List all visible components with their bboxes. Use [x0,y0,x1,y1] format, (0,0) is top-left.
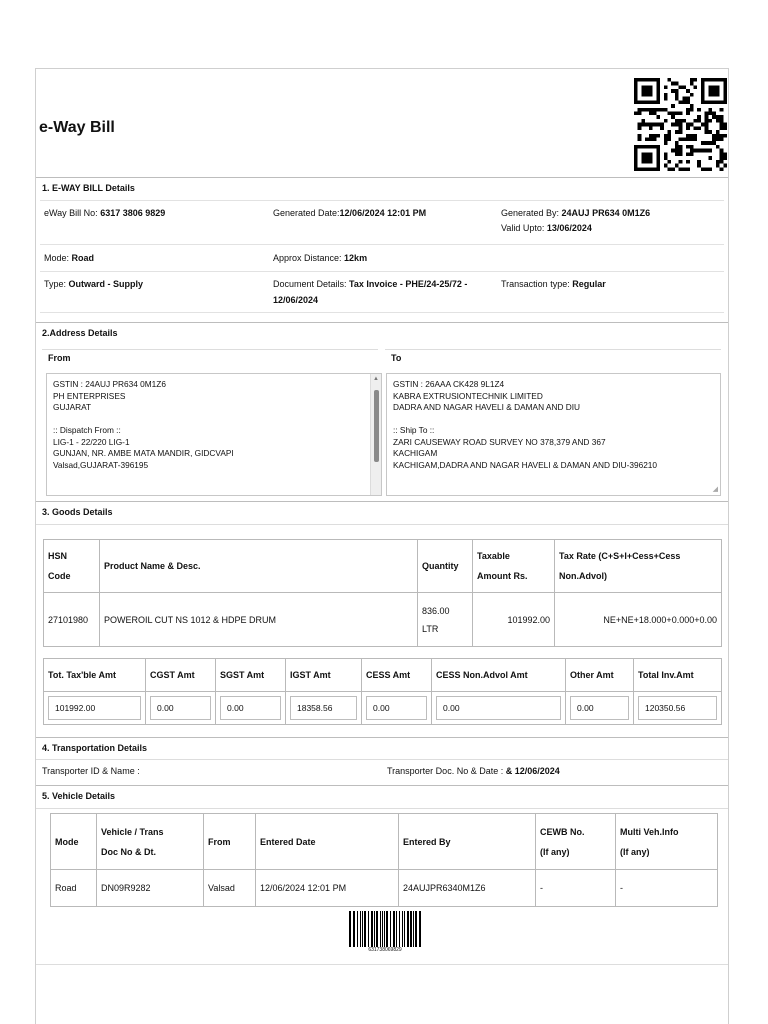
goods-table-header [44,540,722,593]
address-line: GUNJAN, NR. AMBE MATA MANDIR, GIDCVAPI [53,448,234,458]
eway-bill-details-section [36,177,728,323]
transaction-type: Transaction type: Regular [501,279,606,289]
details-row [40,244,724,271]
scroll-up-icon[interactable]: ▲ [373,376,379,382]
col-from: From [204,814,256,870]
valid-upto: Valid Upto: 13/06/2024 [501,223,592,233]
section-heading: 3. Goods Details [42,507,113,517]
tot-taxable-field: 101992.00 [48,696,141,720]
cell-hsn: 27101980 [44,593,100,647]
details-row [40,200,724,244]
divider [36,964,728,965]
col-tax-rate: Tax Rate (C+S+I+Cess+Cess Non.Advol) [555,540,722,593]
col-entered-date: Entered Date [256,814,399,870]
col-sgst: SGST Amt [216,659,286,692]
col-igst: IGST Amt [286,659,362,692]
cell-quantity: 836.00 LTR [418,593,473,647]
cell-entered-date: 12/06/2024 12:01 PM [256,870,399,907]
address-line: KACHIGAM [393,448,438,458]
table-row [51,870,718,907]
document-date: 12/06/2024 [273,295,319,305]
cell-product: POWEROIL CUT NS 1012 & HDPE DRUM [100,593,418,647]
col-total-inv: Total Inv.Amt [634,659,722,692]
cell-cewb: - [536,870,616,907]
cgst-field: 0.00 [150,696,211,720]
eway-bill-number: eWay Bill No: 6317 3806 9829 [44,208,166,218]
cell-entered-by: 24AUJPR6340M1Z6 [399,870,536,907]
totals-table [43,658,722,725]
address-line [53,414,234,426]
generated-by: Generated By: 24AUJ PR634 0M1Z6 [501,208,651,218]
cell-mode: Road [51,870,97,907]
to-address-textarea[interactable] [386,373,721,496]
col-multi-veh: Multi Veh.Info (If any) [616,814,718,870]
address-line: GSTIN : 24AUJ PR634 0M1Z6 [53,379,166,389]
address-line: ZARI CAUSEWAY ROAD SURVEY NO 378,379 AND 367 [393,436,606,447]
transporter-doc: Transporter Doc. No & Date : & 12/06/2024 [387,766,560,776]
to-divider [385,349,721,350]
address-line: KABRA EXTRUSIONTECHNIK LIMITED [393,390,543,401]
col-other: Other Amt [566,659,634,692]
cell-vehicle: DN09R9282 [97,870,204,907]
igst-field: 18358.56 [290,696,357,720]
cell-multi-veh: - [616,870,718,907]
col-cgst: CGST Amt [146,659,216,692]
eway-bill-document [35,68,729,1024]
col-cess-nonadvol: CESS Non.Advol Amt [432,659,566,692]
from-address-textarea[interactable] [46,373,382,496]
transporter-id-name: Transporter ID & Name : [42,766,140,776]
page-title: e-Way Bill [39,119,115,136]
cell-taxable: 101992.00 [473,593,555,647]
generated-date: Generated Date:12/06/2024 12:01 PM [273,208,427,218]
address-line: GSTIN : 26AAA CK428 9L1Z4 [393,379,505,389]
type: Type: Outward - Supply [44,279,144,289]
cess-field: 0.00 [366,696,427,720]
cell-from: Valsad [204,870,256,907]
col-taxable: Taxable Amount Rs. [473,540,555,593]
divider [36,759,728,760]
divider [36,524,728,525]
approx-distance: Approx Distance: 12km [273,253,368,263]
address-line: DADRA AND NAGAR HAVELI & DAMAN AND DIU [393,402,581,412]
barcode-icon [349,911,421,947]
scrollbar-thumb[interactable] [374,390,379,462]
from-address-text [53,379,234,471]
address-details-section [36,322,728,502]
table-row [44,593,722,647]
col-entered-by: Entered By [399,814,536,870]
resize-handle-icon[interactable]: ◢ [712,486,718,493]
section-heading: 4. Transportation Details [42,743,148,753]
barcode-number: 631738069829 [368,947,402,953]
col-quantity: Quantity [418,540,473,593]
section-heading: 1. E-WAY BILL Details [42,183,135,193]
address-line: KACHIGAM,DADRA AND NAGAR HAVELI & DAMAN AND DIU-396210 [393,459,658,470]
goods-details-section [36,501,728,739]
transportation-details-section [36,737,728,785]
vehicle-table [50,813,718,907]
mode: Mode: Road [44,253,95,263]
other-field: 0.00 [570,696,629,720]
address-line: :: Ship To :: [393,425,435,435]
address-line [393,414,657,426]
goods-table [43,539,722,647]
col-mode: Mode [51,814,97,870]
from-scrollbar[interactable] [370,374,381,495]
details-row [40,271,724,313]
address-line: :: Dispatch From :: [53,425,121,435]
total-inv-field: 120350.56 [638,696,717,720]
col-hsn: HSN Code [44,540,100,593]
col-cewb: CEWB No. (If any) [536,814,616,870]
col-cess: CESS Amt [362,659,432,692]
from-label: From [48,353,71,363]
address-line: LIG-1 - 22/220 LIG-1 [53,436,130,447]
address-line: PH ENTERPRISES [53,390,126,401]
to-address-text [393,379,657,471]
sgst-field: 0.00 [220,696,281,720]
vehicle-table-header [51,814,718,870]
address-line: Valsad,GUJARAT-396195 [53,459,149,470]
divider [36,808,728,809]
cell-tax-rate: NE+NE+18.000+0.000+0.00 [555,593,722,647]
cess-nonadvol-field: 0.00 [436,696,561,720]
col-vehicle: Vehicle / Trans Doc No & Dt. [97,814,204,870]
address-line: GUJARAT [53,402,92,412]
document-details: Document Details: Tax Invoice - PHE/24-25/72 - [273,279,468,289]
from-divider [42,349,378,350]
qr-code-icon [634,76,727,173]
section-heading: 2.Address Details [42,328,118,338]
col-tot-taxable: Tot. Tax'ble Amt [44,659,146,692]
section-heading: 5. Vehicle Details [42,791,116,801]
totals-row [44,692,722,725]
totals-header [44,659,722,692]
col-product: Product Name & Desc. [100,540,418,593]
to-label: To [391,353,402,363]
